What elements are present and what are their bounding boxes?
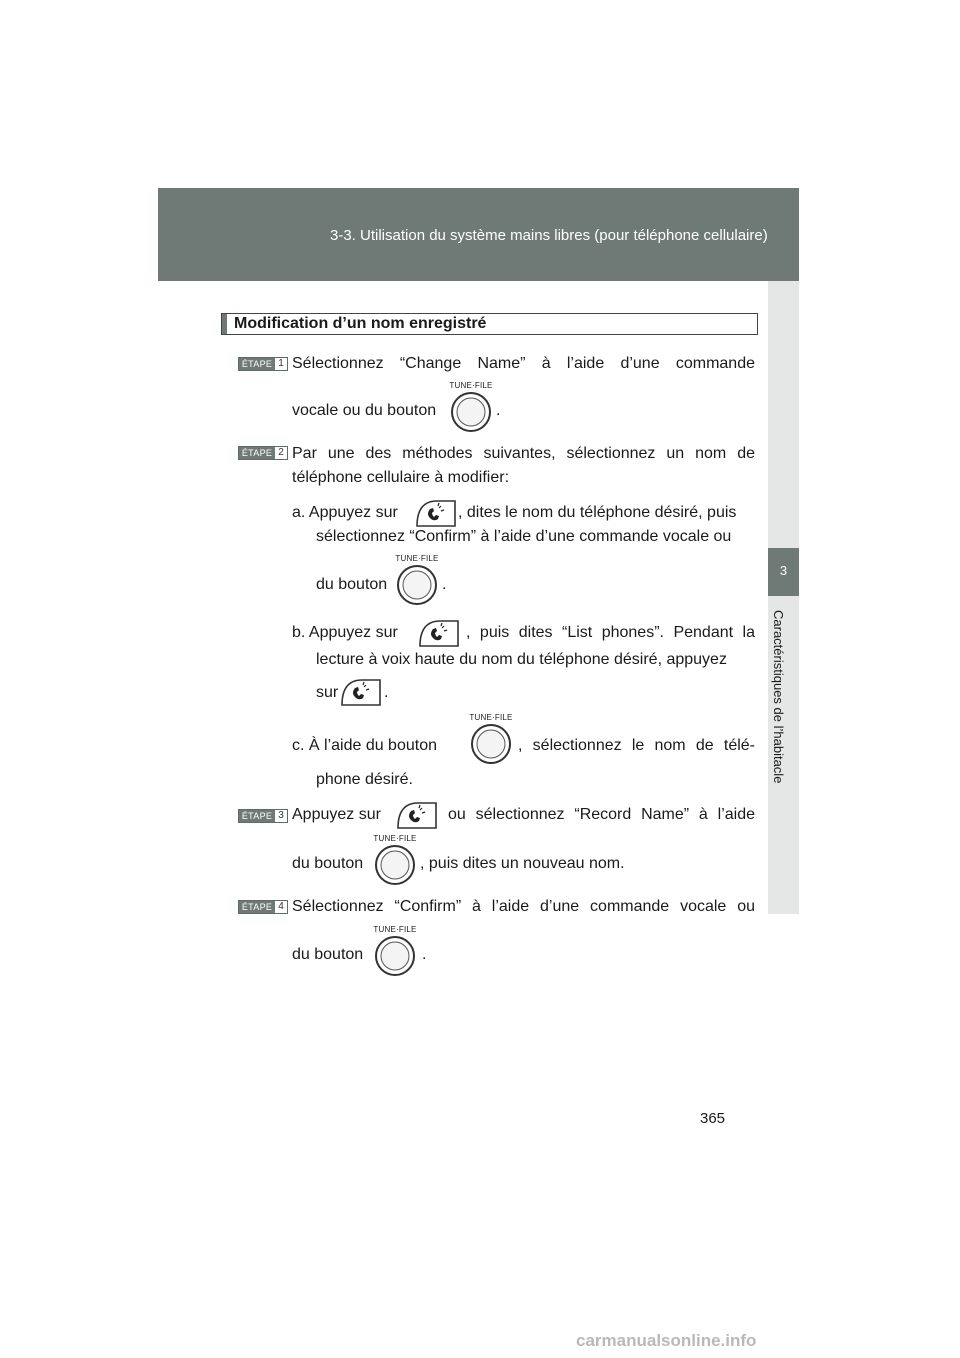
step-tag-number: 1: [278, 358, 284, 369]
knob-caption: TUNE·FILE: [373, 925, 417, 934]
tune-file-knob-icon: [372, 925, 418, 981]
chapter-title: Caractéristiques de l’habitacle: [771, 610, 786, 784]
substep-b-line3b: .: [384, 684, 389, 701]
step2-line2: téléphone cellulaire à modifier:: [292, 469, 510, 486]
side-tab-band: [768, 281, 799, 914]
step2-line1: Par une des méthodes suivantes, sélectionnez un nom de: [292, 445, 755, 462]
knob-caption: TUNE·FILE: [469, 713, 513, 722]
tune-file-knob-icon: [468, 713, 514, 769]
step4-line1: Sélectionnez “Confirm” à l’aide d’une commande vocale ou: [292, 898, 755, 915]
step4-line2b: .: [422, 946, 427, 963]
section-title-accent: [222, 314, 227, 334]
off-hook-phone-icon: [413, 499, 459, 527]
substep-a-line3b: .: [442, 576, 447, 593]
step3-line2b: , puis dites un nouveau nom.: [420, 855, 625, 872]
substep-b-line1b: , puis dites “List phones”. Pendant la: [466, 624, 755, 641]
step-tag-label: ÉTAPE: [239, 810, 275, 822]
step1-line2a: vocale ou du bouton: [292, 402, 437, 419]
step-tag-label: ÉTAPE: [239, 447, 275, 459]
substep-a-line1a: a. Appuyez sur: [292, 504, 398, 521]
step3-line1a: Appuyez sur: [292, 806, 381, 823]
step-tag-4: [238, 900, 288, 914]
step1-line2b: .: [496, 402, 501, 419]
step-tag-number: 3: [278, 810, 284, 821]
step-tag-1: [238, 357, 288, 371]
off-hook-phone-icon: [416, 619, 462, 647]
watermark[interactable]: carmanualsonline.info: [576, 1331, 757, 1350]
chapter-number: 3: [779, 563, 788, 578]
tune-file-knob-icon: [394, 554, 440, 610]
substep-c-line1b: , sélectionnez le nom de télé-: [518, 737, 755, 754]
section-title-box: [221, 313, 758, 335]
step-tag-label: ÉTAPE: [239, 901, 275, 913]
substep-c-line2: phone désiré.: [316, 771, 413, 788]
off-hook-phone-icon: [338, 678, 384, 706]
tune-file-knob-icon: [448, 381, 494, 437]
knob-caption: TUNE·FILE: [449, 381, 493, 390]
section-path: 3-3. Utilisation du système mains libres (pour téléphone cellulaire): [330, 227, 768, 244]
substep-a-line3a: du bouton: [316, 576, 388, 593]
substep-b-line3a: sur: [316, 684, 339, 701]
step-tag-label: ÉTAPE: [239, 358, 275, 370]
step3-line2a: du bouton: [292, 855, 364, 872]
page-number: 365: [700, 1110, 726, 1127]
step1-line1: Sélectionnez “Change Name” à l’aide d’une commande: [292, 355, 755, 372]
substep-c-line1a: c. À l’aide du bouton: [292, 737, 437, 754]
substep-a-line1b: , dites le nom du téléphone désiré, puis: [458, 504, 737, 521]
step-tag-3: [238, 809, 288, 823]
section-title: Modification d’un nom enregistré: [234, 315, 487, 332]
off-hook-phone-icon: [394, 801, 440, 829]
knob-caption: TUNE·FILE: [395, 554, 439, 563]
step-tag-number: 4: [278, 901, 284, 912]
step-tag-2: [238, 446, 288, 460]
substep-b-line1a: b. Appuyez sur: [292, 624, 398, 641]
step3-line1b: ou sélectionnez “Record Name” à l’aide: [448, 806, 755, 823]
substep-b-line2: lecture à voix haute du nom du téléphone désiré, appuyez: [316, 651, 727, 668]
step4-line2a: du bouton: [292, 946, 364, 963]
step-tag-number: 2: [278, 447, 284, 458]
knob-caption: TUNE·FILE: [373, 834, 417, 843]
tune-file-knob-icon: [372, 834, 418, 890]
substep-a-line2: sélectionnez “Confirm” à l’aide d’une commande vocale ou: [316, 528, 732, 545]
